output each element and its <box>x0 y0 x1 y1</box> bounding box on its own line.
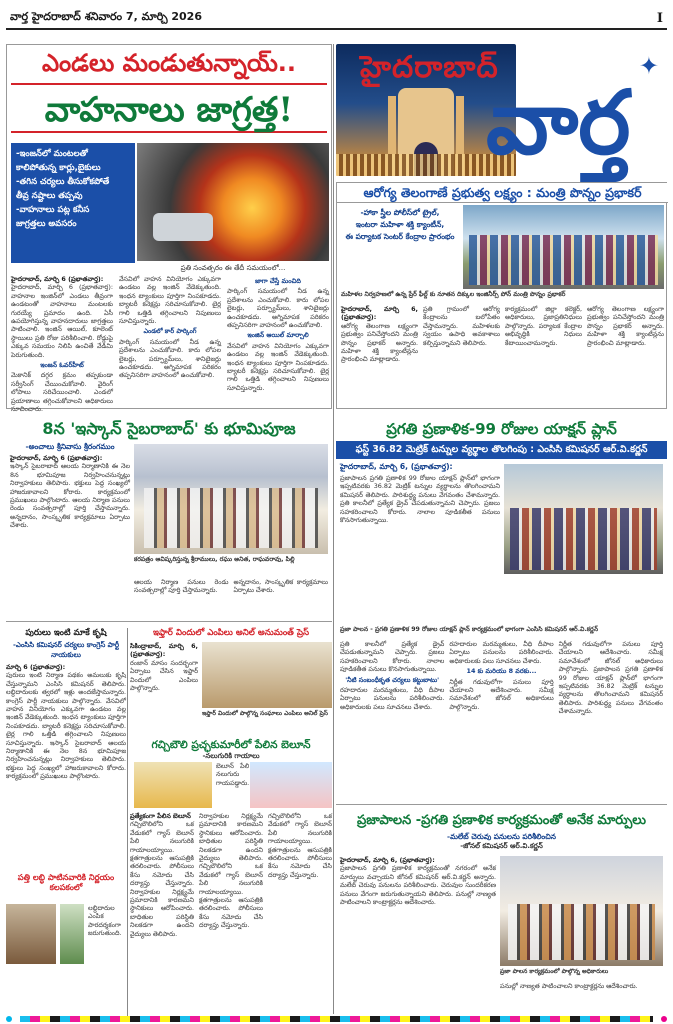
masthead <box>336 44 667 176</box>
body-text: బెలూన్ పేలి నలుగురు గాయపడ్డారు. <box>216 762 250 787</box>
byline: -జోనల్ కమిషనర్ ఆర్.వి.కర్ణన్ <box>460 842 543 850</box>
heat-headline-top: ఎండలు మండుతున్నాయ్.. <box>41 49 297 77</box>
balloon-story <box>130 738 332 808</box>
photo-caption: ఇఫ్తార్ విందులో పాల్గొన్న సంఘాలు ఎంపిలు అనిల్ ప్రెస్ <box>202 710 328 717</box>
body-text: ఇస్కాన్ సైబరాబాద్ ఆలయ నిర్మాణానికి ఈ నెల 8న భూమిపూజ నిర్వహించనున్నట్లు నిర్వాహకులు తెలిపారు. భక్తులు పెద్ద సంఖ్యలో హాజరుకావాలని కోరారు. కార్యక్రమంలో ప్రముఖులు పాల్గొంటారు. <box>6 738 126 781</box>
shakti-sub: కలపకంలో <box>49 882 83 892</box>
minister-photo <box>463 205 664 289</box>
pull-quote: 14 కు మరియు 8 వరకు... <box>466 667 537 676</box>
page-number: I <box>656 10 663 26</box>
body-text: పురులు ఇంటి నిర్మాణ పథకం అమలుకు కృషి చేస్తున్నామని ఎంసిసి కమిషనర్ తెలిపారు. లబ్ధిదారులకు త్వరలో ఇళ్లు అందజేస్తామన్నారు. కాంగ్రెస్ పార్టీ నాయకులు పాల్గొన్నారు. <box>6 671 126 705</box>
body-text: పనుల్లో నాణ్యత పాటించాలని కాంట్రాక్టర్లను ఆదేశించారు. <box>340 889 496 907</box>
story-dateline: హైదరాబాద్, మార్చి 6, (ప్రభాతవార్త): <box>340 462 453 471</box>
text-column <box>11 275 113 414</box>
body-text: గచ్చిబౌలిలోని ఒక వేడుకలో గ్యాస్ బెలూన్ పేలి నలుగురికి గాయాలయ్యాయి. క్షతగాత్రులను ఆసుపత్రికి తరలించారు. పోలీసులు కేసు నమోదు చేసి దర్యాప్తు చేస్తున్నారు. <box>268 812 332 879</box>
iftar-headline: ఇఫ్తార్ విందులో ఎంపిలు అనిల్ అనుమంత్ ప్రెస్ <box>153 628 309 638</box>
heat-bullet: కాలిపోతున్న కార్లు,బైకులు <box>16 163 101 173</box>
column-rule <box>127 628 128 1016</box>
text-column <box>216 762 249 808</box>
body-text: రహదారుల మరమ్మతులు, వీధి దీపాల ఏర్పాటు పనులను పరిశీలించారు. అధికారులకు పలు సూచనలు చేశారు. <box>449 640 554 665</box>
bhoomi-headline: 8న 'ఇస్కాన్ సైబరాబాద్' కు భూమిపూజ <box>42 419 296 438</box>
deck-line: ఈ పర్యాటక సెంటర్ కేంద్రాల ప్రారంభం <box>345 232 455 241</box>
bhoomi-story <box>6 442 332 622</box>
text-column <box>234 578 329 620</box>
text-column <box>341 305 418 405</box>
body-text: నిర్ణీత గడువులోగా పనులు పూర్తి చేయాలని ఆదేశించారు. సమీక్ష సమావేశంలో జోనల్ అధికారులు పాల్గొన్నారు. <box>558 640 663 674</box>
body-text: ఇస్కాన్ సైబరాబాద్ ఆలయ నిర్మాణానికి ఈ నెల 8న భూమిపూజ నిర్వహించనున్నట్లు నిర్వాహకులు తెలిపారు. భక్తులు పెద్ద సంఖ్యలో హాజరుకావాలని కోరారు. కార్యక్రమంలో ప్రముఖులు పాల్గొంటారు. <box>10 462 130 505</box>
body-text: ప్రతి గ్రామంలో ఆరోగ్య కేంద్రాలను బలోపేతం చేస్తామన్నారు. మహిళలకు స్వయం ఉపాధి అవకాశాలు కల్పిస్తున్నామని తెలిపారు. <box>423 305 500 347</box>
balloon-headline: గచ్చిబౌలి ప్రచ్ఛకుమారీలో పేలిన బెలూన్ <box>151 739 311 751</box>
text-column <box>505 305 582 405</box>
body-text: పార్కింగ్ సమయంలో నీడ ఉన్న ప్రదేశాలను ఎంచుకోవాలి. కారు లోపల లైటర్లు, పర్ఫ్యూమ్‌లు, శానిటైజర్లు ఉంచకూడదు. అగ్నిమాపక పరికరం తప్పనిసరిగా వాహనంలో ఉంచుకోవాలి. <box>227 287 329 330</box>
text-column <box>500 982 663 1014</box>
byline: -ఎంసిసి కమిషనర్ చర్యలు కాంగ్రెస్ పార్టీ నాయకులు <box>12 641 120 659</box>
body-text: ప్రతి కాలనీలో ప్రత్యేక డ్రైవ్ చేపడుతున్నామని చెప్పారు. ప్రజలు సహకరించాలని కోరారు. నాలాల పూడికతీత పనులు కొనసాగుతున్నాయి. <box>340 640 445 674</box>
portrait-photo <box>6 904 56 964</box>
deck-line: -హాకా స్త్రీల పోలీస్‌లో ట్రైల్, <box>360 208 440 217</box>
story-dateline: హైదరాబాద్, మార్చి 6 (ప్రభాతవార్త): <box>10 454 103 462</box>
balloon-sub: -నలుగురికి గాయాలు <box>202 752 260 760</box>
body-text: ప్రతి కాలనీలో ప్రత్యేక డ్రైవ్ చేపడుతున్నామని చెప్పారు. ప్రజలు సహకరించాలని కోరారు. నాలాల పూడికతీత పనులు కొనసాగుతున్నాయి. <box>340 499 500 525</box>
body-text: వేసవిలో వాహన వినియోగం ఎక్కువగా ఉండటం వల్ల ఇంజిన్ వేడెక్కుతుంది. ఇంధన ట్యాంకులు పూర్తిగా నింపకూడదు. బ్యాటరీ కనెక్షన్లు సరిచూసుకోవాలి. టైర్ల గాలి ఒత్తిడి తగ్గించాలని నిపుణులు సూచిస్తున్నారు. <box>119 275 221 326</box>
body-text: ఆరోగ్య తెలంగాణ లక్ష్యంగా ప్రభుత్వం పనిచేస్తోందని మంత్రి పొన్నం ప్రభాకర్ అన్నారు. మహిళా శక్తి క్యాంటీన్లను ప్రారంభించి మాట్లాడారు. <box>587 305 664 347</box>
body-text: పనుల్లో నాణ్యత పాటించాలని కాంట్రాక్టర్లను ఆదేశించారు. <box>500 982 638 990</box>
bird-logo-icon: ✦ <box>638 52 659 80</box>
dateline: వార్త హైదరాబాద్ శనివారం 7, మార్చి 2026 <box>10 10 202 23</box>
balloon-body <box>130 812 332 1018</box>
subhead: ఇంజిన్ ఆయిల్ మార్చాలి <box>247 331 309 340</box>
purulu-story <box>6 628 126 878</box>
prajapalana-sub: -మలేబ్ చెరువు పనులను పరిశీలించిన <box>447 832 556 841</box>
pragati-photo <box>504 464 663 574</box>
registration-mark <box>661 1016 667 1022</box>
bottle-photo <box>60 904 84 964</box>
byline: -అంచాలు శ్రీనివాసు శ్రీరంగముం <box>25 442 115 451</box>
text-column <box>340 856 496 1014</box>
shakti-story <box>6 872 126 1018</box>
photo-caption: ప్రజా పాలన - ప్రగతి ప్రణాళిక 99 రోజుల యాక్షన్ ప్లాన్ కార్యక్రమంలో భాగంగా ఎంసిసి కమిషనర్ ఆర్.వి.కర్ణన్ <box>340 626 599 633</box>
body-text: ఆరోగ్య తెలంగాణ లక్ష్యంగా ప్రభుత్వం పనిచేస్తోందని మంత్రి పొన్నం ప్రభాకర్ అన్నారు. మహిళా శక్తి క్యాంటీన్లను ప్రారంభించి మాట్లాడారు. <box>341 321 418 364</box>
shakti-headline: పత్తి లబ్ధి పాటినవారికి నిర్ణయం <box>17 872 115 882</box>
photo-caption: కరపత్రం ఆవిష్కరిస్తున్న శ్రీరాములు, రఘు అనిత, రాఘవరావు, పిల్లి <box>134 556 295 563</box>
text-column <box>199 812 263 1018</box>
text-column <box>130 812 194 1018</box>
pragati-deck: ఫస్ట్ 36.82 మెట్రిక్ టన్నుల వ్యర్థాల తొలగింపు : ఎంసిసి కమిషనర్ ఆర్.వి.కర్ణన్ <box>336 441 667 459</box>
heat-bullet: -వాహనాలు పట్ల కనీస <box>16 205 90 215</box>
text-column <box>130 642 198 732</box>
heat-bullet: -తగిన చర్యలు తీసుకోకపోతే <box>16 177 110 187</box>
registration-mark <box>6 1016 12 1022</box>
body-text: ప్రజాపాలన ప్రగతి ప్రణాళిక 99 రోజుల యాక్షన్ ప్లాన్‌లో భాగంగా ఇప్పటివరకు 36.82 మెట్రిక్ టన్నుల వ్యర్థాలను తొలగించామని కమిషనర్ తెలిపారు. పారిశుద్ధ్య పనులు వేగవంతం చేశామన్నారు. <box>340 474 500 499</box>
body-text: వేసవిలో వాహన వినియోగం ఎక్కువగా ఉండటం వల్ల ఇంజిన్ వేడెక్కుతుంది. ఇంధన ట్యాంకులు పూర్తిగా నింపకూడదు. బ్యాటరీ కనెక్షన్లు సరిచూసుకోవాలి. టైర్ల గాలి ఒత్తిడి తగ్గించాలని నిపుణులు సూచిస్తున్నారు. <box>227 341 329 392</box>
body-text: ఆలయ నిర్మాణ పనులు రెండు సంవత్సరాల్లో పూర్తి చేస్తామన్నారు. <box>134 578 229 595</box>
heat-bullets <box>11 143 135 263</box>
body-text: రంజాన్ మాసం సందర్భంగా ఏర్పాటు చేసిన ఇఫ్తార్ విందులో ఎంపిలు పాల్గొన్నారు. <box>130 658 198 693</box>
balloon-photo <box>134 762 212 808</box>
pragati-headline: ప్రగతి ప్రణాళిక-99 రోజుల యాక్షన్ ప్లాన్ <box>386 420 617 438</box>
text-column <box>587 305 664 405</box>
text-column <box>227 275 329 405</box>
pragati-story <box>336 460 667 805</box>
body-text: నిర్వాహకుల నిర్లక్ష్యమే ప్రమాదానికి కారణమని స్థానికులు ఆరోపించారు. బాధితుల పరిస్థితి నిలకడగా ఉందని వైద్యులు తెలిపారు. <box>130 887 194 938</box>
text-column <box>340 474 500 622</box>
masthead-title: వార్త <box>486 70 631 174</box>
text-column <box>268 812 332 1018</box>
bhoomi-photo <box>134 444 328 554</box>
color-strip <box>20 1016 653 1022</box>
body-text: నిర్వాహకుల నిర్లక్ష్యమే ప్రమాదానికి కారణమని స్థానికులు ఆరోపించారు. బాధితుల పరిస్థితి నిలకడగా ఉందని వైద్యులు తెలిపారు. <box>199 812 263 863</box>
prajapalana-story <box>336 810 667 1018</box>
story-dateline: హైదరాబాద్, మార్చి 6, (ప్రభాతవార్త): <box>341 305 418 322</box>
text-column <box>6 663 126 868</box>
iftar-story <box>130 628 332 733</box>
story-dateline: మార్చి 6 (ప్రభాతవార్త): <box>6 663 66 671</box>
iftar-photo <box>202 642 332 708</box>
pull-quote: 'నీటి సంబంధీకృత చర్యలు కట్టుబాటు' <box>345 675 440 684</box>
minister-story <box>336 182 667 409</box>
body-text: లబ్ధిదారుల ఎంపిక పారదర్శకంగా జరుగుతుంది. <box>88 904 122 938</box>
prajapalana-headline: ప్రజాపాలన -ప్రగతి ప్రణాళిక కార్యక్రమంతో అనేక మార్పులు <box>357 813 646 828</box>
body-text: మెకానిక్ దగ్గర క్రమం తప్పకుండా సర్వీసింగ్ చేయించుకోవాలి. వైరింగ్ లోపాలు సరిచేయించాలి. ఎండలో ప్రయాణాలు తగ్గించుకోవాలని అధికారులు సూచించారు. <box>11 371 113 414</box>
body-text: గచ్చిబౌలిలోని ఒక వేడుకలో గ్యాస్ బెలూన్ పేలి నలుగురికి గాయాలయ్యాయి. క్షతగాత్రులను ఆసుపత్రికి తరలించారు. పోలీసులు కేసు నమోదు చేసి దర్యాప్తు చేస్తున్నారు. <box>130 820 194 888</box>
body-text: వేసవిలో వాహన వినియోగం ఎక్కువగా ఉండటం వల్ల ఇంజిన్ వేడెక్కుతుంది. ఇంధన ట్యాంకులు పూర్తిగా నింపకూడదు. బ్యాటరీ కనెక్షన్లు సరిచూసుకోవాలి. టైర్ల గాలి ఒత్తిడి తగ్గించాలని నిపుణులు సూచిస్తున్నారు. <box>6 696 126 747</box>
masthead-city: హైదరాబాద్ <box>360 50 499 85</box>
story-dateline: హైదరాబాద్, మార్చి 6 (ప్రభాతవార్త): <box>11 275 104 283</box>
story-dateline: సికింద్రాబాద్, మార్చి 6, (ప్రభాతవార్త): <box>130 642 198 659</box>
text-column <box>340 640 444 800</box>
burning-car-photo <box>137 143 329 261</box>
body-text: పార్కింగ్ సమయంలో నీడ ఉన్న ప్రదేశాలను ఎంచుకోవాలి. కారు లోపల లైటర్లు, పర్ఫ్యూమ్‌లు, శానిటైజర్లు ఉంచకూడదు. అగ్నిమాపక పరికరం తప్పనిసరిగా వాహనంలో ఉంచుకోవాలి. <box>119 337 221 380</box>
photo-caption: ప్రజా పాలన కార్యక్రమంలో పాల్గొన్న అధికారులు <box>500 968 609 975</box>
subhead: ఇంజన్ ఓవర్‌హీట్ <box>40 361 84 370</box>
minister-decks <box>341 207 459 243</box>
body-text: ఆలయ నిర్మాణ పనులు రెండు సంవత్సరాల్లో పూర్తి చేస్తామన్నారు. <box>10 496 130 513</box>
photo-caption: ప్రత్యేకంగా పేలిన బెలూన్ <box>130 812 191 820</box>
body-text: హైదరాబాద్, మార్చి 6 (ప్రభాతవార్త): వాహనాల ఇంజిన్‌లో ఎండలు తీవ్రంగా ఉండటంతో వాహనాలు మంటలకు గురయ్యే ప్రమాదం ఉంది. ఏసీ ఉపయోగిస్తున్న వాహనదారులు జాగ్రత్తలు పాటించాలి. ఇంజిన్ ఆయిల్, కూలెంట్ స్థాయిలు ప్రతి రోజు పరిశీలించాలి. రోడ్డుపై ఎక్కువ సమయం నిలిపి ఉంచితే వేడిమి పెరుగుతుంది. <box>11 283 113 359</box>
subhead: జాగా చేస్తే మంచిది <box>255 277 301 285</box>
page-header-bar <box>6 8 667 30</box>
heat-bullet: తీవ్ర నష్టాలు తప్పవు <box>16 191 83 201</box>
body-text: నిర్ణీత గడువులోగా పనులు పూర్తి చేయాలని ఆదేశించారు. సమీక్ష సమావేశంలో జోనల్ అధికారులు పాల్గొన్నారు. <box>449 677 554 711</box>
body-text: రహదారుల మరమ్మతులు, వీధి దీపాల ఏర్పాటు పనులను పరిశీలించారు. అధికారులకు పలు సూచనలు చేశారు. <box>340 686 445 711</box>
print-color-bar <box>6 1016 667 1022</box>
heat-bullet: జాగ్రత్తలు అవసరం <box>16 219 77 229</box>
text-column <box>134 578 229 620</box>
photo-caption: మహిళల నిర్వహణలో ఉన్న ప్రేర్ ఫీల్డ్ కు నూతన దిక్కుల ఇంజినీర్స్ పోన్ మంత్రి పొన్నం ప్రభాకర్ <box>341 291 566 298</box>
body-text: ప్రజాపాలన ప్రగతి ప్రణాళిక 99 రోజుల యాక్షన్ ప్లాన్‌లో భాగంగా ఇప్పటివరకు 36.82 మెట్రిక్ టన్నుల వ్యర్థాలను తొలగించామని కమిషనర్ తెలిపారు. పారిశుద్ధ్య పనులు వేగవంతం చేశామన్నారు. <box>558 665 663 716</box>
body-text: అన్నదానం, సాంస్కృతిక కార్యక్రమాలు ఏర్పాటు చేశారు. <box>233 578 328 595</box>
deck-line: ఇంటరా మహిళా శక్తి క్యాంటీన్, <box>355 220 445 229</box>
body-text: అన్నదానం, సాంస్కృతిక కార్యక్రమాలు ఏర్పాటు చేశారు. <box>10 512 130 530</box>
body-text: ప్రజాపాలన ప్రగతి ప్రణాళిక కార్యక్రమంతో నగరంలో అనేక మార్పులు వచ్చాయని జోనల్ కమిషనర్ ఆర్.వి.కర్ణన్ అన్నారు. మలేబ్ చెరువు పనులను పరిశీలించారు. చెరువుల సుందరీకరణ పనులు వేగంగా జరుగుతున్నాయని తెలిపారు. <box>340 864 496 898</box>
body-text: కార్యక్రమంలో జిల్లా కలెక్టర్, అధికారులు, ప్రజాప్రతినిధులు పాల్గొన్నారు. పర్యాటక కేంద్రాల అభివృద్ధికి నిధులు కేటాయించామన్నారు. <box>505 305 582 347</box>
subhead: ఎండలో కార్ పార్కింగ్ <box>143 327 197 336</box>
minister-headline: ఆరోగ్య తెలంగాణే ప్రభుత్వ లక్ష్యం : మంత్రి పొన్నం ప్రభాకర్ <box>337 183 668 203</box>
text-column <box>423 305 500 405</box>
purulu-headline: పురులు ఇంటి మాకే కృషి <box>25 628 107 638</box>
text-column <box>449 640 553 800</box>
text-column <box>88 904 126 1014</box>
body-text: గచ్చిబౌలిలోని ఒక వేడుకలో గ్యాస్ బెలూన్ పేలి నలుగురికి గాయాలయ్యాయి. క్షతగాత్రులను ఆసుపత్రికి తరలించారు. పోలీసులు కేసు నమోదు చేసి దర్యాప్తు చేస్తున్నారు. <box>199 862 263 930</box>
balloon-photo-2 <box>250 762 332 808</box>
story-dateline: హైదరాబాద్, మార్చి 6, (ప్రభాతవార్త): <box>340 856 435 864</box>
heat-story <box>6 44 332 414</box>
heat-headline-main: వాహనాలు జాగ్రత్త! <box>11 83 327 133</box>
text-column <box>119 275 221 405</box>
text-column <box>559 640 663 800</box>
text-column <box>10 454 130 620</box>
prajapalana-photo <box>500 856 663 966</box>
column-rule <box>333 44 334 1014</box>
heat-bullet: -ఇంజన్‌లో మంటలతో <box>16 149 88 159</box>
photo-caption: ప్రతి సంవత్సరం ఈ తేదీ సమయంలో... <box>180 264 286 272</box>
